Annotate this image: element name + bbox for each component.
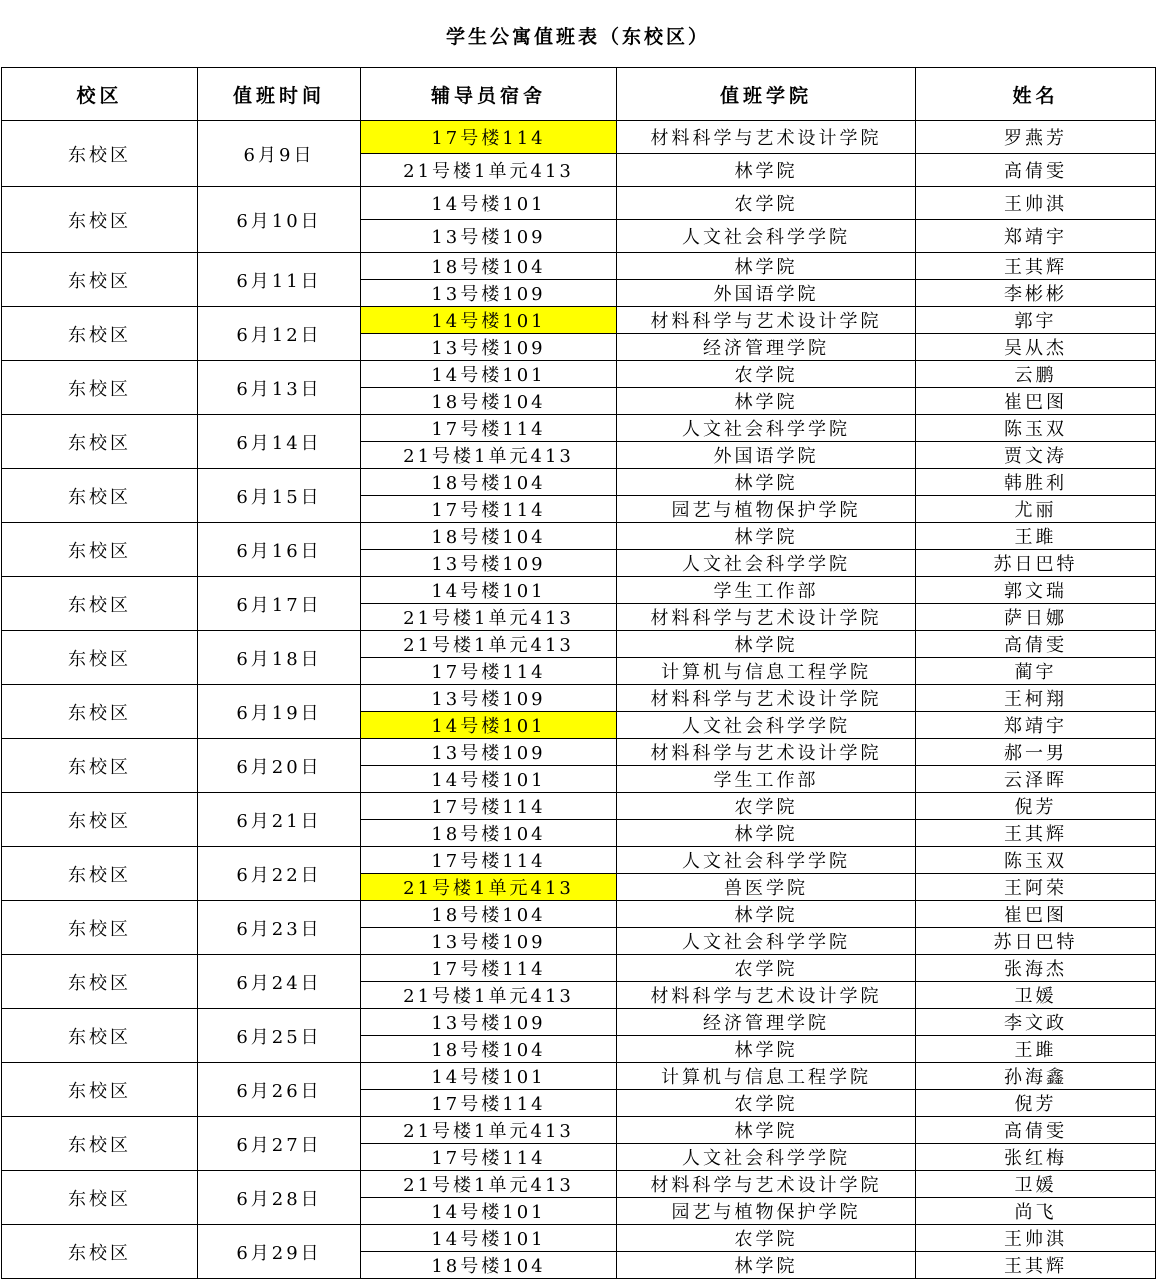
- college-cell: 林学院: [617, 154, 916, 187]
- college-cell: 兽医学院: [617, 874, 916, 901]
- campus-cell: 东校区: [2, 1171, 198, 1225]
- dorm-cell: 18号楼104: [361, 1252, 617, 1279]
- name-cell: 崔巴图: [916, 901, 1156, 928]
- college-cell: 材料科学与艺术设计学院: [617, 121, 916, 154]
- table-row: [2, 1009, 1156, 1036]
- dorm-cell: 21号楼1单元413: [361, 982, 617, 1009]
- table-row: [2, 187, 1156, 220]
- college-cell: 林学院: [617, 631, 916, 658]
- name-cell: 王帅淇: [916, 1225, 1156, 1252]
- dorm-cell: 14号楼101: [361, 1063, 617, 1090]
- dorm-cell: 17号楼114: [361, 121, 617, 154]
- name-cell: 崔巴图: [916, 388, 1156, 415]
- name-cell: 王雎: [916, 523, 1156, 550]
- college-cell: 人文社会科学学院: [617, 847, 916, 874]
- table-row: [2, 415, 1156, 442]
- date-cell: 6月25日: [198, 1009, 361, 1063]
- college-cell: 材料科学与艺术设计学院: [617, 685, 916, 712]
- campus-cell: 东校区: [2, 469, 198, 523]
- name-cell: 郑靖宇: [916, 712, 1156, 739]
- name-cell: 尤丽: [916, 496, 1156, 523]
- campus-cell: 东校区: [2, 1117, 198, 1171]
- campus-cell: 东校区: [2, 187, 198, 253]
- dorm-cell: 14号楼101: [361, 766, 617, 793]
- college-cell: 人文社会科学学院: [617, 415, 916, 442]
- name-cell: 王其辉: [916, 253, 1156, 280]
- page-title: 学生公寓值班表（东校区）: [445, 26, 710, 48]
- date-cell: 6月24日: [198, 955, 361, 1009]
- college-cell: 林学院: [617, 1252, 916, 1279]
- date-cell: 6月10日: [198, 187, 361, 253]
- campus-cell: 东校区: [2, 955, 198, 1009]
- dorm-cell: 14号楼101: [361, 712, 617, 739]
- name-cell: 尚飞: [916, 1198, 1156, 1225]
- date-cell: 6月28日: [198, 1171, 361, 1225]
- header-dorm: 辅导员宿舍: [361, 68, 617, 121]
- dorm-cell: 13号楼109: [361, 739, 617, 766]
- college-cell: 外国语学院: [617, 280, 916, 307]
- dorm-cell: 18号楼104: [361, 469, 617, 496]
- dorm-cell: 13号楼109: [361, 220, 617, 253]
- name-cell: 郭文瑞: [916, 577, 1156, 604]
- campus-cell: 东校区: [2, 1009, 198, 1063]
- college-cell: 学生工作部: [617, 577, 916, 604]
- campus-cell: 东校区: [2, 253, 198, 307]
- name-cell: 高倩雯: [916, 154, 1156, 187]
- name-cell: 王其辉: [916, 1252, 1156, 1279]
- campus-cell: 东校区: [2, 685, 198, 739]
- table-row: [2, 739, 1156, 766]
- name-cell: 萨日娜: [916, 604, 1156, 631]
- college-cell: 林学院: [617, 820, 916, 847]
- name-cell: 郑靖宇: [916, 220, 1156, 253]
- college-cell: 林学院: [617, 901, 916, 928]
- name-cell: 蔺宇: [916, 658, 1156, 685]
- table-row: [2, 1117, 1156, 1144]
- table-row: [2, 469, 1156, 496]
- dorm-cell: 18号楼104: [361, 1036, 617, 1063]
- date-cell: 6月11日: [198, 253, 361, 307]
- name-cell: 王其辉: [916, 820, 1156, 847]
- date-cell: 6月27日: [198, 1117, 361, 1171]
- college-cell: 材料科学与艺术设计学院: [617, 739, 916, 766]
- college-cell: 农学院: [617, 187, 916, 220]
- name-cell: 倪芳: [916, 793, 1156, 820]
- table-row: [2, 631, 1156, 658]
- dorm-cell: 13号楼109: [361, 550, 617, 577]
- name-cell: 罗燕芳: [916, 121, 1156, 154]
- name-cell: 李文政: [916, 1009, 1156, 1036]
- name-cell: 孙海鑫: [916, 1063, 1156, 1090]
- dorm-cell: 13号楼109: [361, 928, 617, 955]
- date-cell: 6月21日: [198, 793, 361, 847]
- dorm-cell: 21号楼1单元413: [361, 154, 617, 187]
- name-cell: 王阿荣: [916, 874, 1156, 901]
- dorm-cell: 13号楼109: [361, 280, 617, 307]
- dorm-cell: 13号楼109: [361, 1009, 617, 1036]
- college-cell: 林学院: [617, 1036, 916, 1063]
- campus-cell: 东校区: [2, 121, 198, 187]
- college-cell: 计算机与信息工程学院: [617, 1063, 916, 1090]
- name-cell: 韩胜利: [916, 469, 1156, 496]
- date-cell: 6月16日: [198, 523, 361, 577]
- dorm-cell: 18号楼104: [361, 523, 617, 550]
- college-cell: 林学院: [617, 1117, 916, 1144]
- date-cell: 6月26日: [198, 1063, 361, 1117]
- college-cell: 材料科学与艺术设计学院: [617, 1171, 916, 1198]
- dorm-cell: 21号楼1单元413: [361, 631, 617, 658]
- date-cell: 6月15日: [198, 469, 361, 523]
- table-row: [2, 1171, 1156, 1198]
- name-cell: 王雎: [916, 1036, 1156, 1063]
- dorm-cell: 21号楼1单元413: [361, 604, 617, 631]
- date-cell: 6月20日: [198, 739, 361, 793]
- dorm-cell: 17号楼114: [361, 1090, 617, 1117]
- header-college: 值班学院: [617, 68, 916, 121]
- table-row: [2, 793, 1156, 820]
- table-row: [2, 523, 1156, 550]
- duty-schedule-table: [1, 67, 1156, 1279]
- name-cell: 卫媛: [916, 982, 1156, 1009]
- campus-cell: 东校区: [2, 307, 198, 361]
- name-cell: 卫媛: [916, 1171, 1156, 1198]
- campus-cell: 东校区: [2, 1225, 198, 1279]
- name-cell: 吴从杰: [916, 334, 1156, 361]
- campus-cell: 东校区: [2, 631, 198, 685]
- dorm-cell: 14号楼101: [361, 361, 617, 388]
- college-cell: 农学院: [617, 793, 916, 820]
- table-row: [2, 577, 1156, 604]
- dorm-cell: 14号楼101: [361, 1225, 617, 1252]
- table-row: [2, 121, 1156, 154]
- college-cell: 农学院: [617, 1225, 916, 1252]
- dorm-cell: 17号楼114: [361, 658, 617, 685]
- college-cell: 人文社会科学学院: [617, 1144, 916, 1171]
- date-cell: 6月9日: [198, 121, 361, 187]
- dorm-cell: 14号楼101: [361, 187, 617, 220]
- dorm-cell: 13号楼109: [361, 685, 617, 712]
- college-cell: 学生工作部: [617, 766, 916, 793]
- college-cell: 农学院: [617, 361, 916, 388]
- college-cell: 园艺与植物保护学院: [617, 1198, 916, 1225]
- date-cell: 6月13日: [198, 361, 361, 415]
- dorm-cell: 14号楼101: [361, 1198, 617, 1225]
- table-row: [2, 955, 1156, 982]
- date-cell: 6月17日: [198, 577, 361, 631]
- college-cell: 林学院: [617, 388, 916, 415]
- campus-cell: 东校区: [2, 577, 198, 631]
- name-cell: 贾文涛: [916, 442, 1156, 469]
- campus-cell: 东校区: [2, 901, 198, 955]
- dorm-cell: 21号楼1单元413: [361, 1117, 617, 1144]
- table-row: [2, 1063, 1156, 1090]
- college-cell: 材料科学与艺术设计学院: [617, 604, 916, 631]
- name-cell: 王柯翔: [916, 685, 1156, 712]
- name-cell: 苏日巴特: [916, 550, 1156, 577]
- name-cell: 张海杰: [916, 955, 1156, 982]
- name-cell: 郝一男: [916, 739, 1156, 766]
- college-cell: 林学院: [617, 469, 916, 496]
- header-row: [2, 68, 1156, 121]
- college-cell: 林学院: [617, 523, 916, 550]
- dorm-cell: 17号楼114: [361, 793, 617, 820]
- campus-cell: 东校区: [2, 523, 198, 577]
- table-row: [2, 1225, 1156, 1252]
- college-cell: 材料科学与艺术设计学院: [617, 307, 916, 334]
- dorm-cell: 17号楼114: [361, 847, 617, 874]
- dorm-cell: 17号楼114: [361, 1144, 617, 1171]
- name-cell: 张红梅: [916, 1144, 1156, 1171]
- dorm-cell: 18号楼104: [361, 253, 617, 280]
- date-cell: 6月12日: [198, 307, 361, 361]
- college-cell: 经济管理学院: [617, 1009, 916, 1036]
- dorm-cell: 18号楼104: [361, 388, 617, 415]
- college-cell: 人文社会科学学院: [617, 550, 916, 577]
- name-cell: 王帅淇: [916, 187, 1156, 220]
- name-cell: 郭宇: [916, 307, 1156, 334]
- dorm-cell: 17号楼114: [361, 955, 617, 982]
- name-cell: 高倩雯: [916, 631, 1156, 658]
- name-cell: 李彬彬: [916, 280, 1156, 307]
- campus-cell: 东校区: [2, 1063, 198, 1117]
- dorm-cell: 18号楼104: [361, 820, 617, 847]
- date-cell: 6月14日: [198, 415, 361, 469]
- name-cell: 倪芳: [916, 1090, 1156, 1117]
- header-campus: 校区: [2, 68, 198, 121]
- table-row: [2, 307, 1156, 334]
- college-cell: 人文社会科学学院: [617, 928, 916, 955]
- table-row: [2, 847, 1156, 874]
- table-row: [2, 685, 1156, 712]
- dorm-cell: 17号楼114: [361, 415, 617, 442]
- table-body: [2, 121, 1156, 1279]
- campus-cell: 东校区: [2, 739, 198, 793]
- name-cell: 陈玉双: [916, 847, 1156, 874]
- date-cell: 6月19日: [198, 685, 361, 739]
- dorm-cell: 14号楼101: [361, 307, 617, 334]
- college-cell: 材料科学与艺术设计学院: [617, 982, 916, 1009]
- name-cell: 陈玉双: [916, 415, 1156, 442]
- campus-cell: 东校区: [2, 793, 198, 847]
- college-cell: 外国语学院: [617, 442, 916, 469]
- college-cell: 农学院: [617, 1090, 916, 1117]
- college-cell: 经济管理学院: [617, 334, 916, 361]
- college-cell: 人文社会科学学院: [617, 220, 916, 253]
- college-cell: 园艺与植物保护学院: [617, 496, 916, 523]
- name-cell: 云泽晖: [916, 766, 1156, 793]
- dorm-cell: 14号楼101: [361, 577, 617, 604]
- date-cell: 6月18日: [198, 631, 361, 685]
- date-cell: 6月22日: [198, 847, 361, 901]
- college-cell: 林学院: [617, 253, 916, 280]
- header-date: 值班时间: [198, 68, 361, 121]
- campus-cell: 东校区: [2, 415, 198, 469]
- table-row: [2, 901, 1156, 928]
- dorm-cell: 17号楼114: [361, 496, 617, 523]
- dorm-cell: 21号楼1单元413: [361, 1171, 617, 1198]
- campus-cell: 东校区: [2, 361, 198, 415]
- campus-cell: 东校区: [2, 847, 198, 901]
- college-cell: 农学院: [617, 955, 916, 982]
- name-cell: 云鹏: [916, 361, 1156, 388]
- college-cell: 人文社会科学学院: [617, 712, 916, 739]
- header-name: 姓名: [916, 68, 1156, 121]
- date-cell: 6月29日: [198, 1225, 361, 1279]
- dorm-cell: 21号楼1单元413: [361, 442, 617, 469]
- name-cell: 高倩雯: [916, 1117, 1156, 1144]
- dorm-cell: 21号楼1单元413: [361, 874, 617, 901]
- dorm-cell: 13号楼109: [361, 334, 617, 361]
- dorm-cell: 18号楼104: [361, 901, 617, 928]
- date-cell: 6月23日: [198, 901, 361, 955]
- college-cell: 计算机与信息工程学院: [617, 658, 916, 685]
- table-row: [2, 253, 1156, 280]
- table-row: [2, 361, 1156, 388]
- name-cell: 苏日巴特: [916, 928, 1156, 955]
